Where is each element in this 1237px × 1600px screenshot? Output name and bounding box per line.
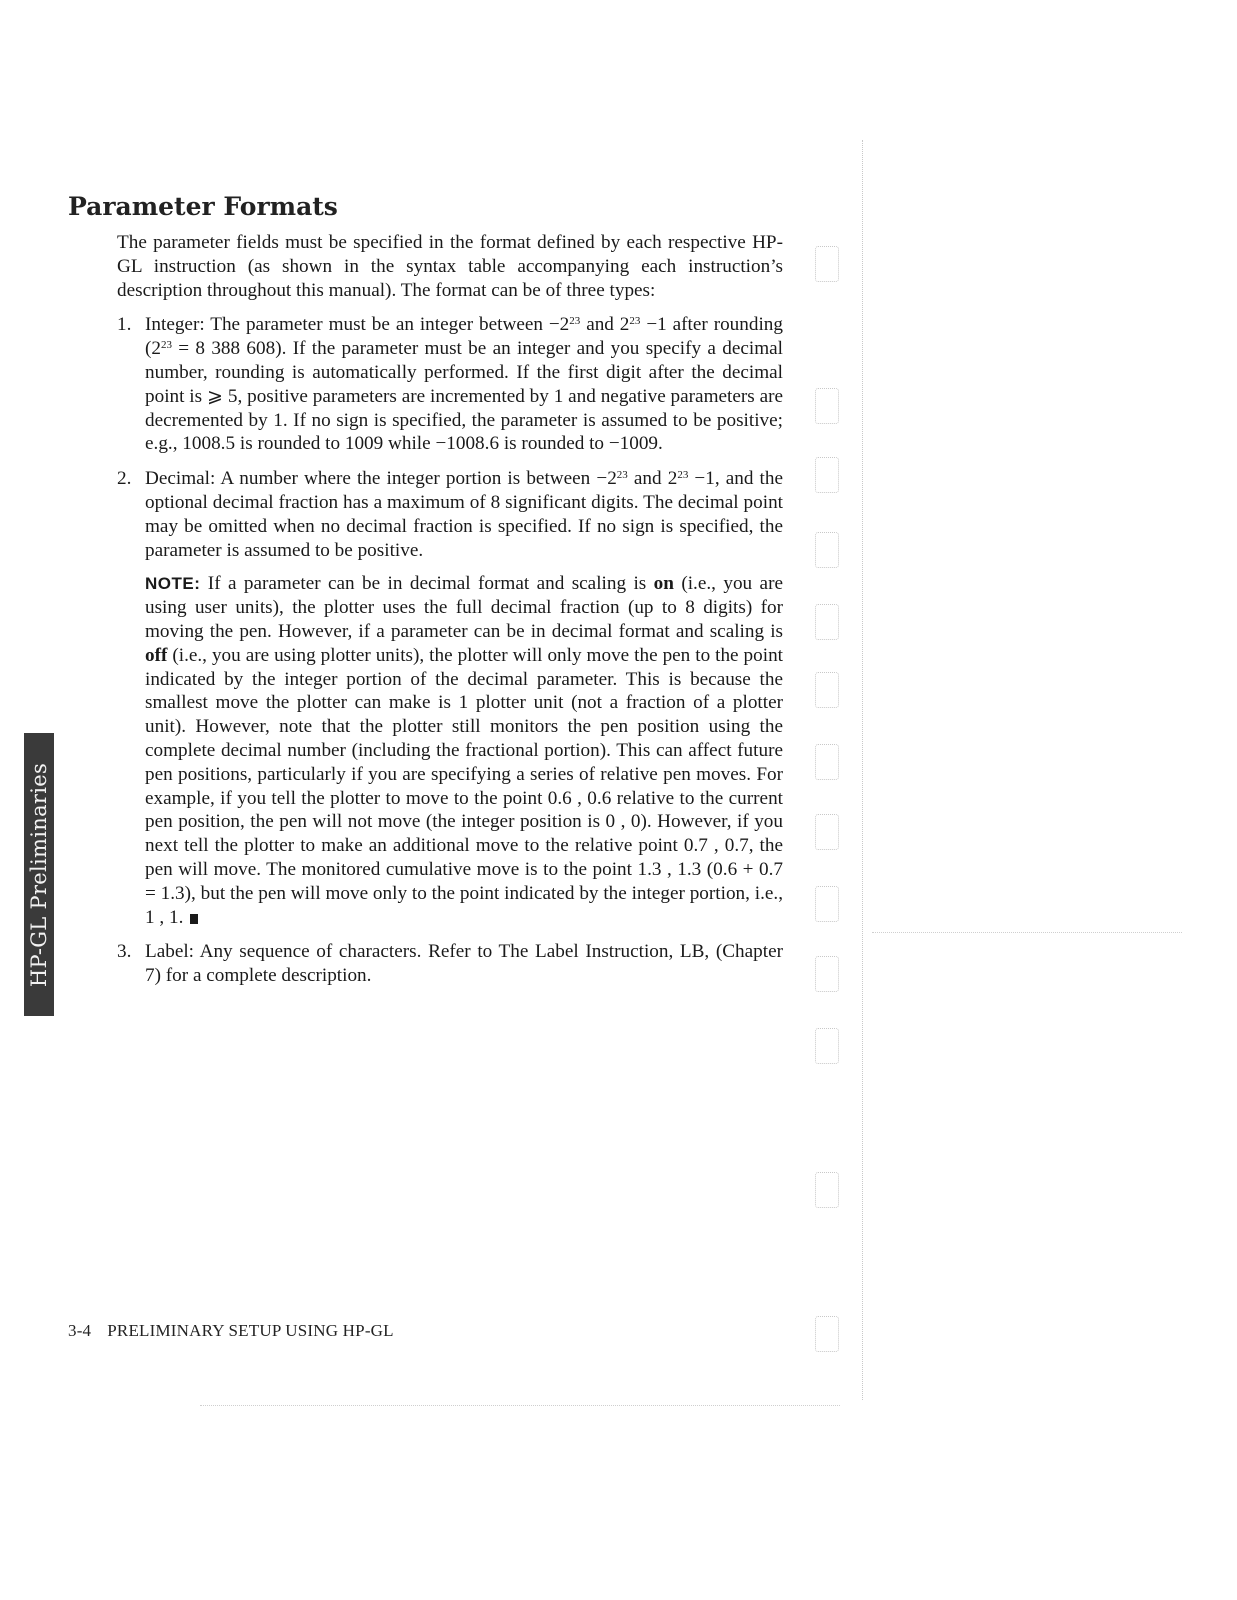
- page-number: 3-4: [68, 1321, 92, 1340]
- list-item-text: Decimal: A number where the integer portion is between $-2^{23}$ and $2^{23} -1$, and the optional decimal fraction has a maximum of 8 significant digits. The decimal point may be omitted when no decimal fraction is specified. If no sign is specified, the parameter is assumed to be positive.: [145, 468, 783, 561]
- note-paragraph: NOTE: If a parameter can be in decimal format and scaling is on (i.e., you are using user units), the plotter uses the full decimal fraction (up to 8 digits) for moving the pen. However, if a parameter can be in decimal format and scaling is off (i.e., you are using plotter units), the plotter will only move the pen to the point indicated by the integer portion of the decimal parameter. This is because the smallest move the plotter can make is 1 plotter unit (not a fraction of a plotter unit). However, note that the plotter still monitors the pen position using the complete decimal number (including the fractional portion). This can affect future pen positions, particularly if you are specifying a series of relative pen moves. For example, if you tell the plotter to move to the point 0.6 , 0.6 relative to the current pen position, the pen will not move (the integer position is 0 , 0). However, if you next tell the plotter to make an additional move to the relative point 0.7 , 0.7, the pen will move. The monitored cumulative move is to the point 1.3 , 1.3 (0.6 + 0.7 = 1.3), but the pen will move only to the point indicated by the integer portion, i.e., 1 , 1.: [145, 573, 783, 928]
- footer-section: PRELIMINARY SETUP USING HP-GL: [107, 1321, 394, 1340]
- scan-line: [872, 932, 1182, 933]
- note-label: NOTE:: [145, 574, 201, 594]
- list-item-integer: [117, 313, 783, 456]
- list-item-text: Label: Any sequence of characters. Refer to The Label Instruction, LB, (Chapter 7) for a complete description.: [145, 941, 783, 987]
- side-tab-label: HP-GL Preliminaries: [27, 762, 51, 987]
- list-item-decimal: [117, 467, 783, 929]
- end-of-note-mark: [190, 914, 198, 924]
- page-footer: [68, 1321, 394, 1341]
- hole-outline: [815, 388, 839, 424]
- scan-line: [200, 1405, 840, 1406]
- list-number: 1.: [117, 314, 132, 336]
- hole-outline: [815, 744, 839, 780]
- binder-edge: [862, 140, 863, 1400]
- format-list: [117, 313, 783, 988]
- list-item-label: [117, 940, 783, 988]
- section-body: [117, 231, 783, 988]
- section-title: Parameter Formats: [68, 192, 338, 221]
- list-number: 3.: [117, 941, 132, 963]
- hole-outline: [815, 532, 839, 568]
- intro-paragraph: The parameter fields must be specified in the format defined by each respective HP-GL instruction (as shown in the syntax table accompanying each instruction’s description throughout this manual). The format can be of three types:: [117, 232, 783, 301]
- list-item-text: Integer: The parameter must be an integer between $-2^{23}$ and $2^{23} -1$ after rounding ($2^{23} = 8$ 388 608). If the parameter must be an integer and you specify a decimal number, rounding is automatically performed. If the first digit after the decimal point is ⩾ 5, positive parameters are incremented by 1 and negative parameters are decremented by 1. If no sign is specified, the parameter is assumed to be positive; e.g., 1008.5 is rounded to 1009 while −1008.6 is rounded to −1009.: [145, 314, 783, 455]
- hole-outline: [815, 672, 839, 708]
- hole-outline: [815, 1172, 839, 1208]
- hole-outline: [815, 457, 839, 493]
- hole-outline: [815, 1028, 839, 1064]
- hole-outline: [815, 956, 839, 992]
- hole-outline: [815, 814, 839, 850]
- hole-outline: [815, 1316, 839, 1352]
- hole-outline: [815, 886, 839, 922]
- hole-outline: [815, 604, 839, 640]
- chapter-side-tab: [24, 733, 54, 1016]
- hole-outline: [815, 246, 839, 282]
- list-number: 2.: [117, 468, 132, 490]
